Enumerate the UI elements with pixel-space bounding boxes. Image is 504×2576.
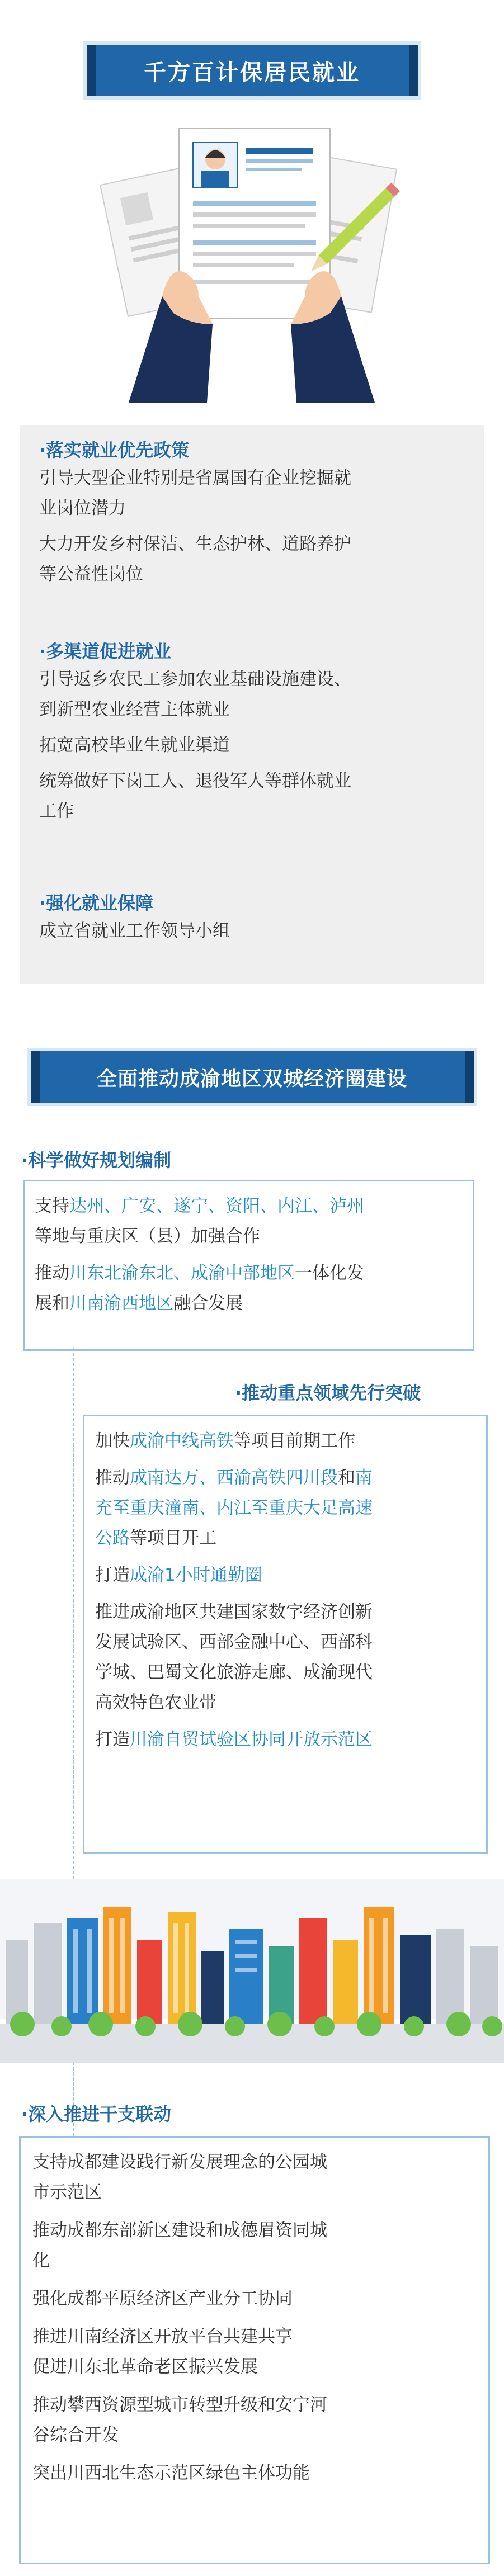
highlight-span: 南 [355,1468,373,1488]
breakthrough-text [95,1426,373,1755]
resume-illustration [95,112,408,403]
breakthrough-line: 发展试验区、西部金融中心、西部科 [95,1632,373,1652]
highlight-span: 成南达万、西渝高铁四川段 [130,1468,338,1488]
policy-text [39,916,230,946]
policy-line: 拓宽高校毕业生就业渠道 [39,735,230,755]
policy-line: 到新型农业经营主体就业 [39,699,230,720]
text-span: 打造 [95,1729,130,1750]
linkage-line: 推动攀西资源型城市转型升级和安宁河 [32,2395,327,2415]
highlight-span: 川渝自贸试验区协同开放示范区 [130,1729,373,1750]
text-span: 推动 [35,1263,69,1283]
linkage-line: 市示范区 [32,2182,102,2202]
policy-line: 工作 [39,801,74,821]
text-span: 一体化发 [295,1263,364,1283]
planning-line [35,1258,364,1288]
breakthrough-line [95,1724,373,1755]
planning-line [35,1288,364,1318]
linkage-line: 谷综合开发 [32,2425,119,2445]
breakthrough-line: 充至重庆潼南、内江至重庆大足高速 [95,1498,373,1518]
linkage-line: 化 [32,2251,50,2271]
breakthrough-heading: ·推动重点领域先行突破 [235,1382,421,1403]
linkage-line: 促进川东北革命老区振兴发展 [32,2357,258,2377]
highlight-span: 成渝中线高铁 [130,1431,234,1451]
text-span: 打造 [95,1565,130,1585]
breakthrough-line [95,1560,373,1590]
policy-line: 业岗位潜力 [39,498,126,518]
highlight-span: 川东北渝东北、成渝中部地区 [69,1263,295,1283]
text-span: 展和 [35,1293,69,1313]
breakthrough-line: 学城、巴蜀文化旅游走廊、成渝现代 [95,1662,373,1682]
planning-heading: ·科学做好规划编制 [21,1150,172,1171]
linkage-heading: ·深入推进干支联动 [21,2104,172,2125]
text-span: 等项目前期工作 [234,1431,355,1451]
breakthrough-line [95,1463,373,1493]
policy-line: 等公益性岗位 [39,564,143,584]
policy-line: 引导返乡农民工参加农业基础设施建设、 [39,669,351,689]
highlight-span: 公路 [95,1528,130,1548]
breakthrough-line: 高效特色农业带 [95,1693,216,1713]
linkage-line: 突出川西北生态示范区绿色主体功能 [32,2463,310,2483]
linkage-line: 推动成都东部新区建设和成德眉资同城 [32,2220,327,2241]
planning-line [35,1191,364,1221]
planning-line: 等地与重庆区（县）加强合作 [35,1226,260,1246]
linkage-line: 支持成都建设践行新发展理念的公园城 [32,2152,327,2172]
breakthrough-line [95,1523,373,1553]
section-title-chengyu [31,1051,474,1103]
city-skyline-illustration [0,1856,504,2063]
linkage-line: 推进川南经济区开放平台共建共享 [32,2327,293,2347]
policy-line: 成立省就业工作领导小组 [39,921,230,941]
text-span: 支持 [35,1196,69,1216]
section-title-employment [87,45,418,96]
text-span: 和 [338,1468,355,1488]
policy-heading-3: ·强化就业保障 [39,892,154,914]
highlight-span: 成渝1小时通勤圈 [130,1565,262,1585]
policy-heading-2: ·多渠道促进就业 [39,641,172,662]
policy-text [39,463,351,589]
policy-line: 统筹做好下岗工人、退役军人等群体就业 [39,771,351,791]
policy-heading-1: ·落实就业优先政策 [39,439,190,461]
planning-text [35,1191,364,1318]
breakthrough-line [95,1426,373,1456]
text-span: 推动 [95,1468,130,1488]
policy-text [39,664,351,826]
highlight-span: 达州、广安、遂宁、资阳、内江、泸州 [69,1196,364,1216]
policy-line: 引导大型企业特别是省属国有企业挖掘就 [39,468,351,488]
breakthrough-line: 推进成渝地区共建国家数字经济创新 [95,1602,373,1622]
section-title-text: 千方百计保居民就业 [144,59,360,86]
linkage-line: 强化成都平原经济区产业分工协同 [32,2289,293,2309]
linkage-text [32,2147,327,2488]
text-span: 等项目开工 [130,1528,216,1548]
section-title-text: 全面推动成渝地区双城经济圈建设 [96,1067,407,1090]
policy-line: 大力开发乡村保洁、生态护林、道路养护 [39,534,351,554]
text-span: 融合发展 [173,1293,243,1313]
highlight-span: 川南渝西地区 [69,1293,173,1313]
text-span: 加快 [95,1431,130,1451]
